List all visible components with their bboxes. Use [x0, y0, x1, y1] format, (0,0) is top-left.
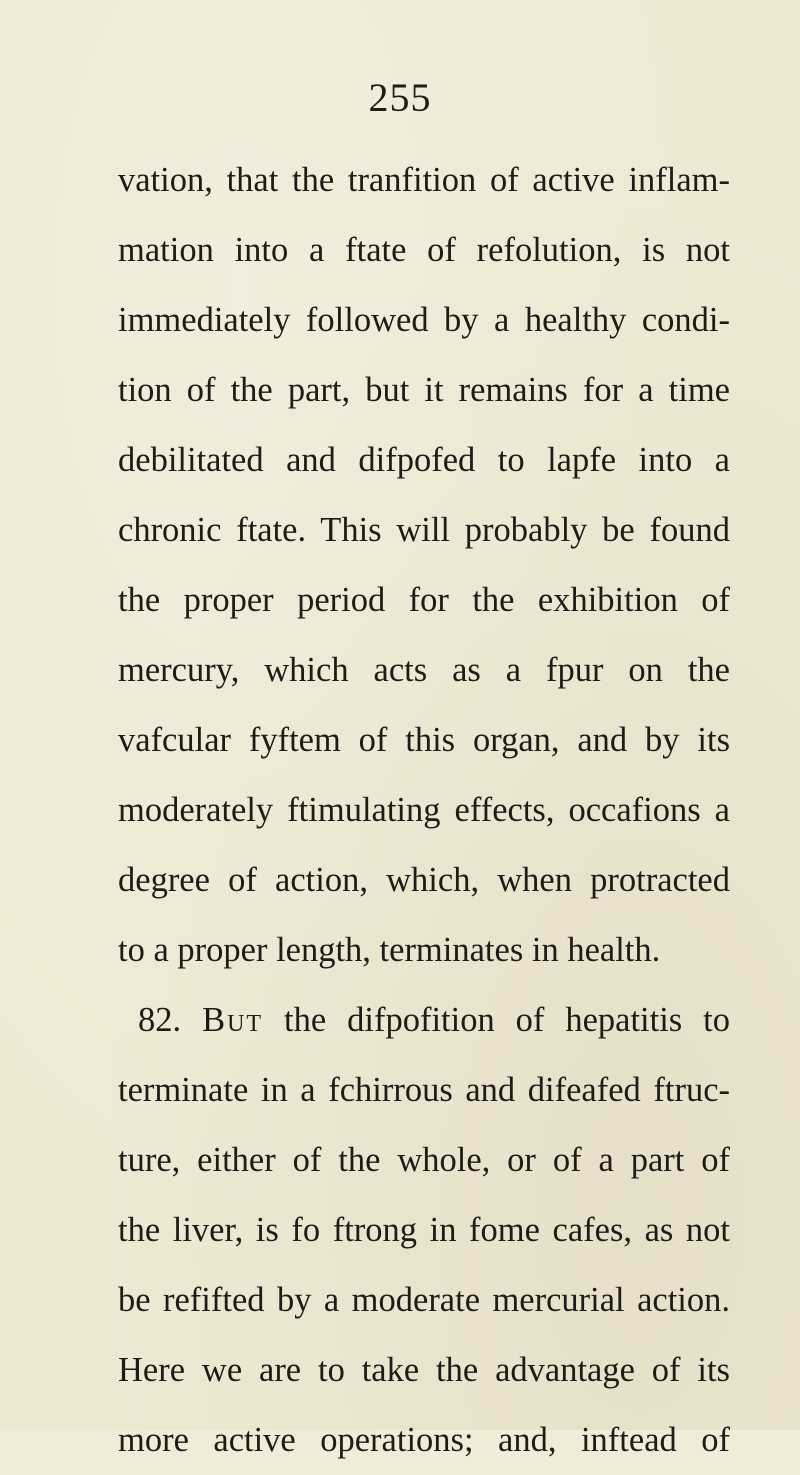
body-text	[118, 145, 730, 1475]
text-line: the proper period for the exhibition of	[118, 581, 730, 619]
text-line: mation into a ftate of refolution, is not	[118, 231, 730, 269]
text-line: chronic ftate. This will probably be found	[118, 511, 730, 549]
text-line: vafcular fyftem of this organ, and by its	[118, 721, 730, 759]
text-line: the liver, is fo ftrong in fome cafes, as not	[118, 1211, 730, 1249]
text-line: tion of the part, but it remains for a time	[118, 371, 730, 409]
section-lead-word: But	[202, 1001, 264, 1039]
text-line: moderately ftimulating effects, occafions a	[118, 791, 730, 829]
text-line: terminate in a fchirrous and difeafed ftruc-	[118, 1071, 730, 1109]
section-number: 82.	[138, 1001, 182, 1039]
text-line: mercury, which acts as a fpur on the	[118, 651, 730, 689]
text-line: more active operations; and, inftead of	[118, 1421, 730, 1459]
text-line: vation, that the tranfition of active inflam-	[118, 161, 730, 199]
text-line: debilitated and difpofed to lapfe into a	[118, 441, 730, 479]
text-line: to a proper length, terminates in health.	[118, 931, 661, 969]
text-line: immediately followed by a healthy condi-	[118, 301, 730, 339]
text-line: ture, either of the whole, or of a part of	[118, 1141, 730, 1179]
text-line: be refifted by a moderate mercurial action.	[118, 1281, 730, 1319]
text-line: degree of action, which, when protracted	[118, 861, 730, 899]
page-number: 255	[368, 75, 432, 120]
section-first-line-rest: the difpofition of hepatitis to	[284, 1001, 731, 1039]
text-line: Here we are to take the advantage of its	[118, 1351, 730, 1389]
section-first-line	[118, 985, 730, 1055]
